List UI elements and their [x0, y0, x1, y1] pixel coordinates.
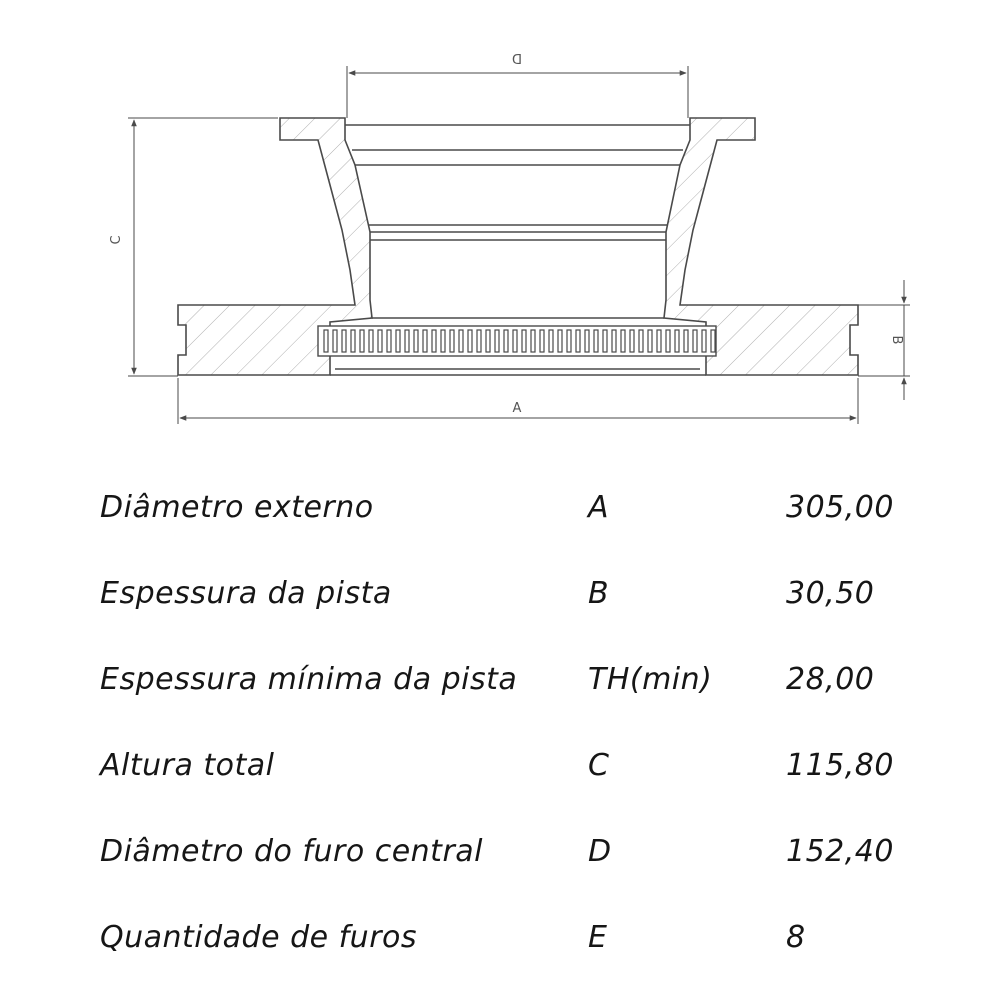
spec-code: B	[588, 576, 610, 611]
dimension-d-label: D	[511, 50, 523, 65]
spec-name: Altura total	[100, 748, 275, 783]
spec-value: 115,80	[786, 748, 894, 783]
dimension-a-label: A	[512, 401, 522, 416]
spec-name: Diâmetro do furo central	[100, 834, 484, 869]
spec-value: 8	[786, 920, 806, 955]
spec-name: Quantidade de furos	[100, 920, 418, 955]
dimension-d	[347, 66, 688, 118]
brake-disc-section-drawing	[0, 0, 1000, 440]
dimension-c-label: C	[109, 235, 124, 245]
spec-name: Espessura da pista	[100, 576, 392, 611]
spec-name: Diâmetro externo	[100, 490, 374, 525]
spec-code: TH(min)	[588, 662, 713, 697]
spec-value: 28,00	[786, 662, 875, 697]
spec-code: C	[588, 748, 610, 783]
spec-row	[0, 652, 1000, 712]
spec-name: Espessura mínima da pista	[100, 662, 518, 697]
dimension-b-label: B	[889, 335, 904, 345]
spec-row	[0, 738, 1000, 798]
spec-row	[0, 480, 1000, 540]
spec-row	[0, 910, 1000, 970]
spec-value: 305,00	[786, 490, 894, 525]
spec-code: E	[588, 920, 608, 955]
spec-code: A	[588, 490, 610, 525]
abs-tone-ring	[318, 326, 716, 356]
spec-row	[0, 566, 1000, 626]
spec-row	[0, 824, 1000, 884]
spec-value: 152,40	[786, 834, 894, 869]
spec-code: D	[588, 834, 612, 869]
spec-value: 30,50	[786, 576, 875, 611]
